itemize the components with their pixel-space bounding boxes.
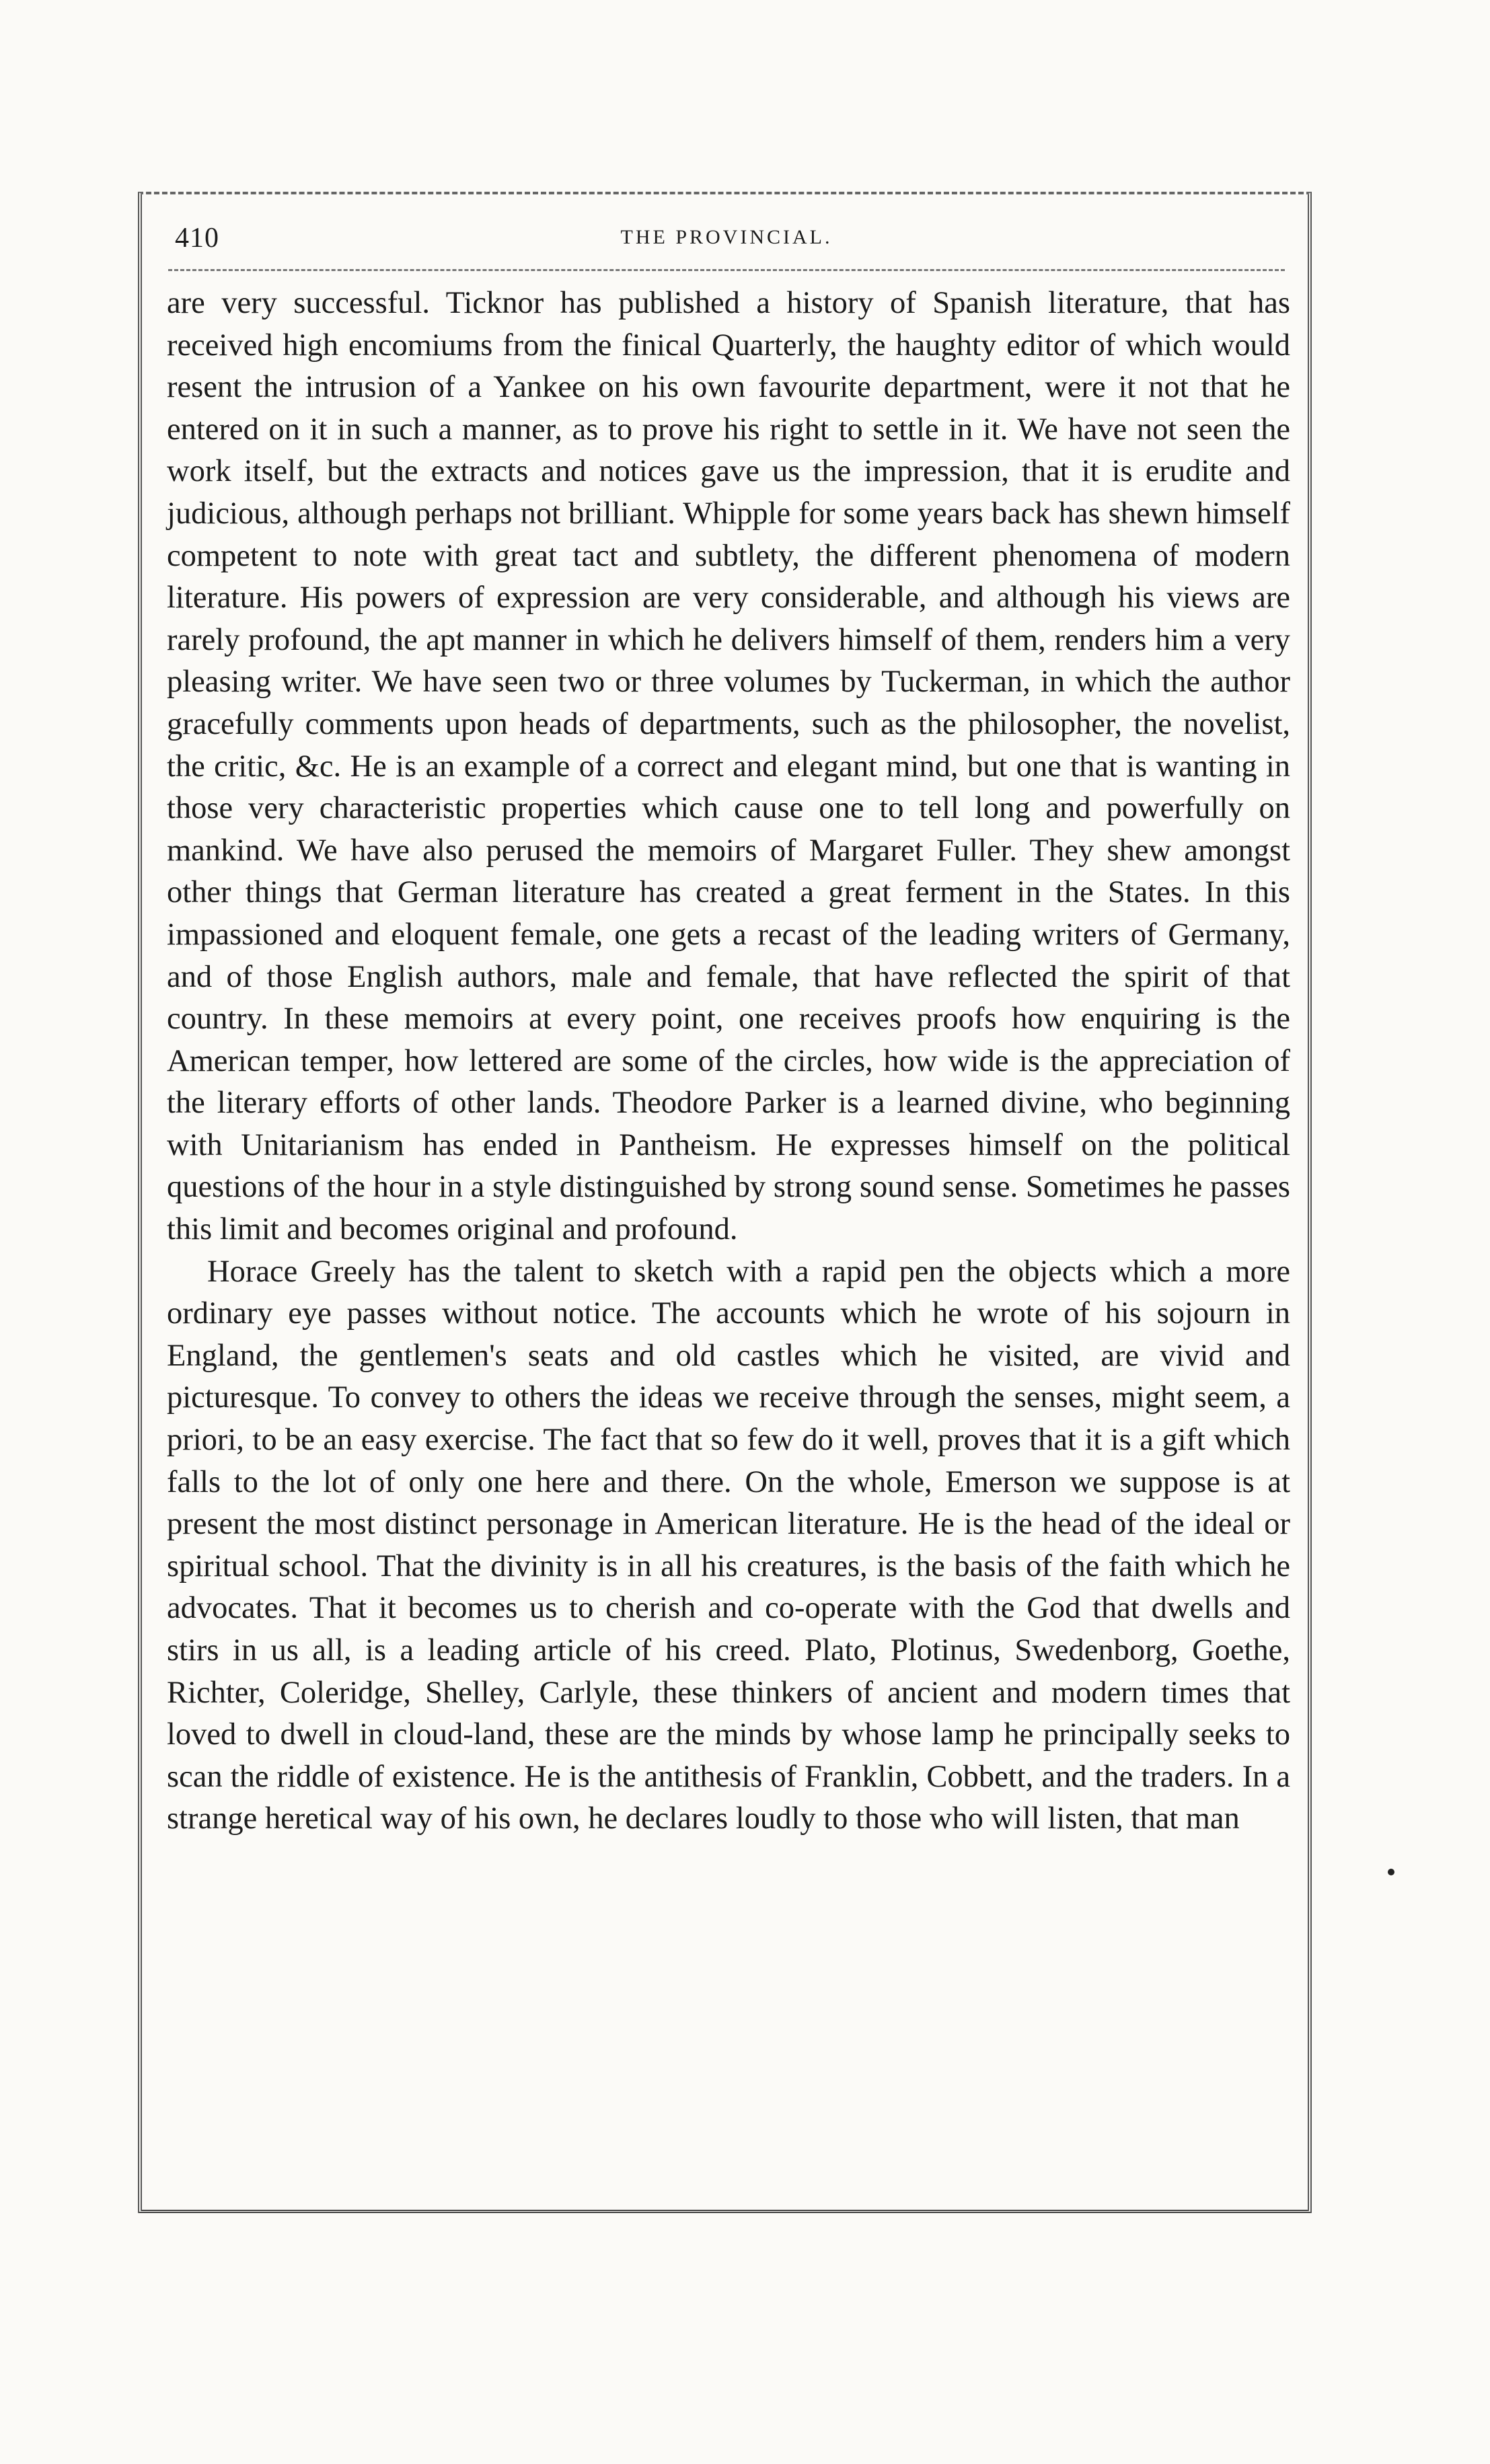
page-header	[168, 222, 1285, 271]
margin-mark	[1388, 1869, 1394, 1875]
running-head: THE PROVINCIAL.	[620, 226, 833, 248]
page-number: 410	[175, 223, 219, 254]
paragraph-1: are very successful. Ticknor has published a history of Spanish literature, that has received high encomiums from the finical Quarterly, the haughty editor of which would resent the intrusion of a Yankee on his own favourite department, were it not that he entered on it in such a manner, as to prove his right to settle in it. We have not seen the work itself, but the extracts and notices gave us the impression, that it is erudite and judicious, although perhaps not brilliant. Whipple for some years back has shewn himself competent to note with great tact and subtlety, the different phenomena of modern literature. His powers of expression are very considerable, and although his views are rarely profound, the apt manner in which he delivers himself of them, renders him a very pleasing writer. We have seen two or three volumes by Tuckerman, in which the author gracefully comments upon heads of departments, such as the philosopher, the novelist, the critic, &c. He is an example of a correct and elegant mind, but one that is wanting in those very characteristic properties which cause one to tell long and powerfully on mankind. We have also perused the memoirs of Margaret Fuller. They shew amongst other things that German literature has created a great ferment in the States. In this impassioned and eloquent female, one gets a recast of the leading writers of Germany, and of those English authors, male and female, that have reflected the spirit of that country. In these memoirs at every point, one receives proofs how enquiring is the American temper, how lettered are some of the circles, how wide is the appreciation of the literary efforts of other lands. Theodore Parker is a learned divine, who beginning with Unitarianism has ended in Pantheism. He expresses himself on the political questions of the hour in a style distinguished by strong sound sense. Sometimes he passes this limit and becomes original and profound.	[167, 286, 1290, 1247]
paragraph-2: Horace Greely has the talent to sketch with a rapid pen the objects which a more ordinary eye passes without notice. The accounts which he wrote of his sojourn in England, the gentlemen's seats and old castles which he visited, are vivid and picturesque. To convey to others the ideas we receive through the senses, might seem, a priori, to be an easy exercise. The fact that so few do it well, proves that it is a gift which falls to the lot of only one here and there. On the whole, Emerson we suppose is at present the most distinct personage in American literature. He is the head of the ideal or spiritual school. That the divinity is in all his creatures, is the basis of the faith which he advocates. That it becomes us to cherish and co-operate with the God that dwells and stirs in us all, is a leading article of his creed. Plato, Plotinus, Swedenborg, Goethe, Richter, Coleridge, Shelley, Carlyle, these thinkers of ancient and modern times that loved to dwell in cloud-land, these are the minds by whose lamp he principally seeks to scan the riddle of existence. He is the antithesis of Franklin, Cobbett, and the traders. In a strange heretical way of his own, he declares loudly to those who will listen, that man	[167, 1254, 1290, 1836]
body-text	[167, 283, 1290, 1840]
